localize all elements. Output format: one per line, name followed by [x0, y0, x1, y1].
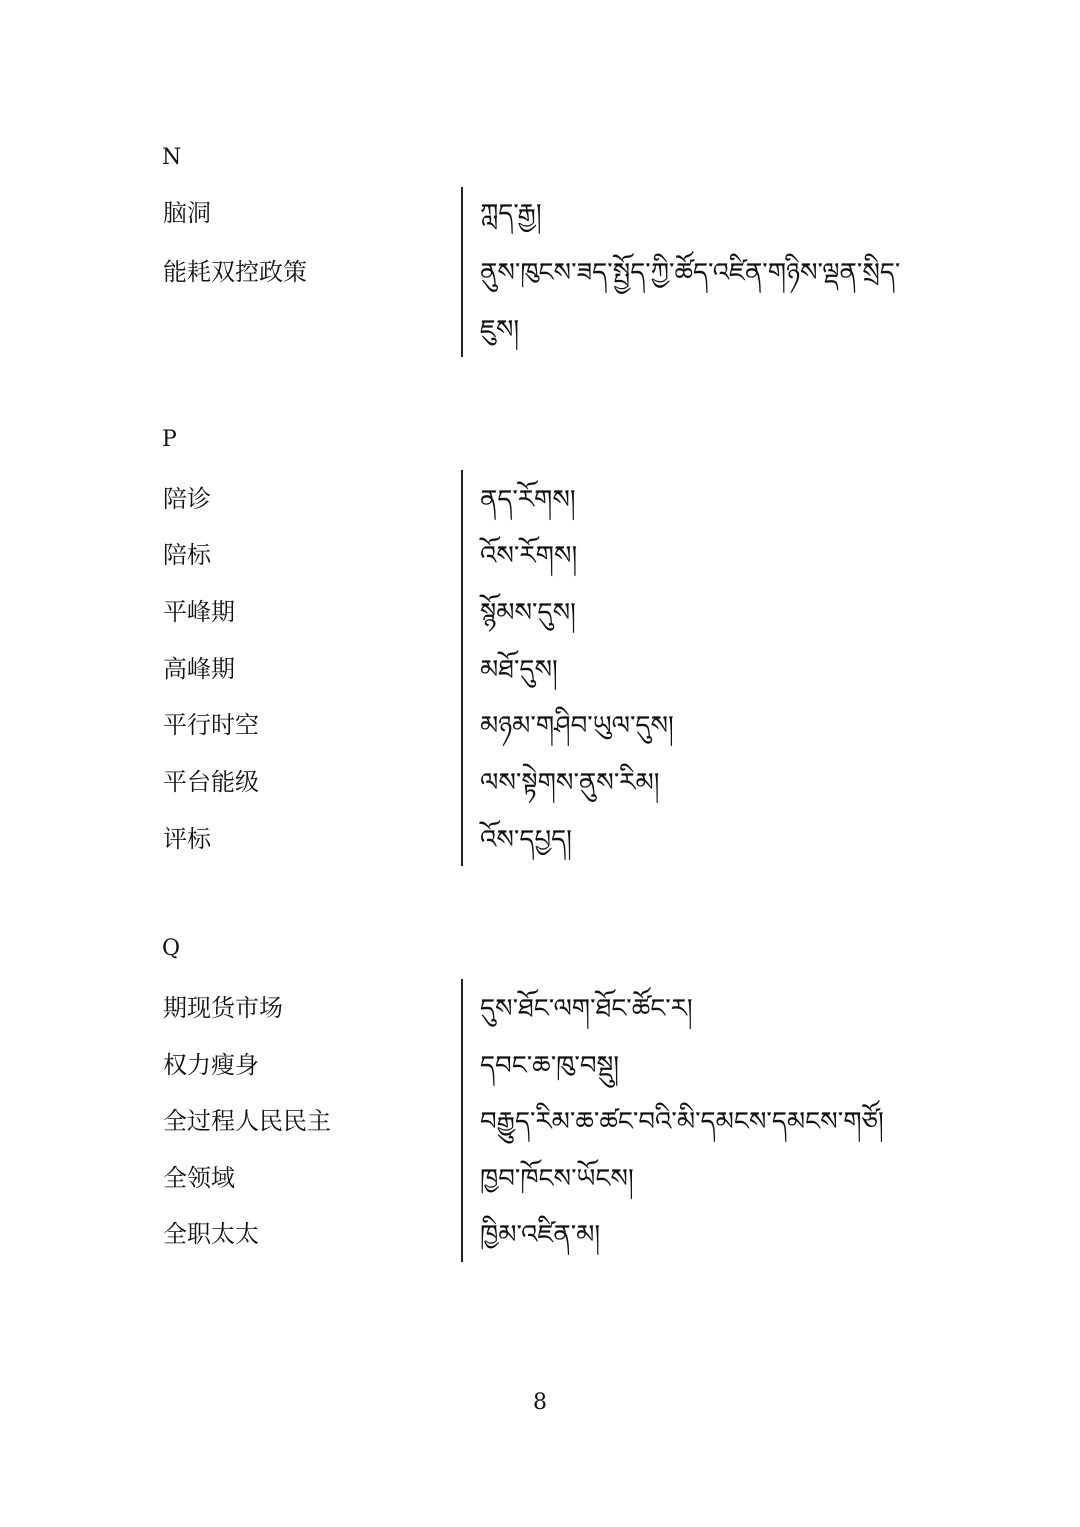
term-bo: ཁྱབ་ཁོངས་ཡོངས།: [480, 1164, 634, 1194]
term-zh: 权力瘦身: [163, 1051, 259, 1079]
term-zh: 陪标: [163, 541, 211, 569]
term-bo: ཁྱིམ་འཛིན་མ།: [480, 1220, 601, 1250]
term-bo: མཐོ་དུས།: [480, 655, 558, 685]
term-zh: 评标: [163, 825, 211, 853]
term-bo: མཉམ་གཤིབ་ཡུལ་དུས།: [480, 711, 674, 741]
term-bo: ཀླད་རྒྱ།: [480, 199, 542, 229]
term-zh: 陪诊: [163, 485, 211, 513]
section-letter-p: P: [162, 427, 177, 452]
term-zh: 能耗双控政策: [163, 258, 307, 286]
term-zh: 全过程人民民主: [163, 1107, 331, 1135]
term-bo: ནད་རོགས།: [480, 485, 576, 515]
term-bo: དུས་ཐོང་ལག་ཐོང་ཚོང་ར།: [480, 994, 693, 1024]
term-bo: འོས་རོགས།: [480, 541, 578, 571]
term-bo-continued: ཇུས།: [480, 315, 520, 345]
term-bo: བརྒྱུད་རིམ་ཆ་ཚང་བའི་མི་དམངས་དམངས་གཙོ།: [480, 1107, 884, 1137]
term-zh: 平峰期: [163, 598, 235, 626]
term-zh: 平行时空: [163, 711, 259, 739]
term-zh: 高峰期: [163, 655, 235, 683]
term-zh: 全职太太: [163, 1220, 259, 1248]
term-bo: ནུས་ཁུངས་ཟད་སྤྱོད་ཀྱི་ཚོད་འཛིན་གཉིས་ལྡན་སྲིད་: [480, 258, 901, 288]
term-zh: 平台能级: [163, 768, 259, 796]
section-letter-q: Q: [162, 936, 181, 961]
section-letter-n: N: [162, 145, 182, 170]
term-bo: དབང་ཆ་ཁུ་བསྡུ།: [480, 1051, 620, 1081]
term-zh: 脑洞: [163, 199, 211, 227]
column-divider-q: [461, 979, 463, 1262]
term-zh: 全领域: [163, 1164, 235, 1192]
column-divider-p: [461, 470, 463, 866]
term-zh: 期现货市场: [163, 994, 283, 1022]
term-bo: སྙོམས་དུས།: [480, 598, 576, 628]
term-bo: འོས་དཔྱད།: [480, 825, 572, 855]
term-bo: ལས་སྟེགས་ནུས་རིམ།: [480, 768, 660, 798]
column-divider-n: [461, 187, 463, 357]
page-number: 8: [533, 1390, 547, 1415]
